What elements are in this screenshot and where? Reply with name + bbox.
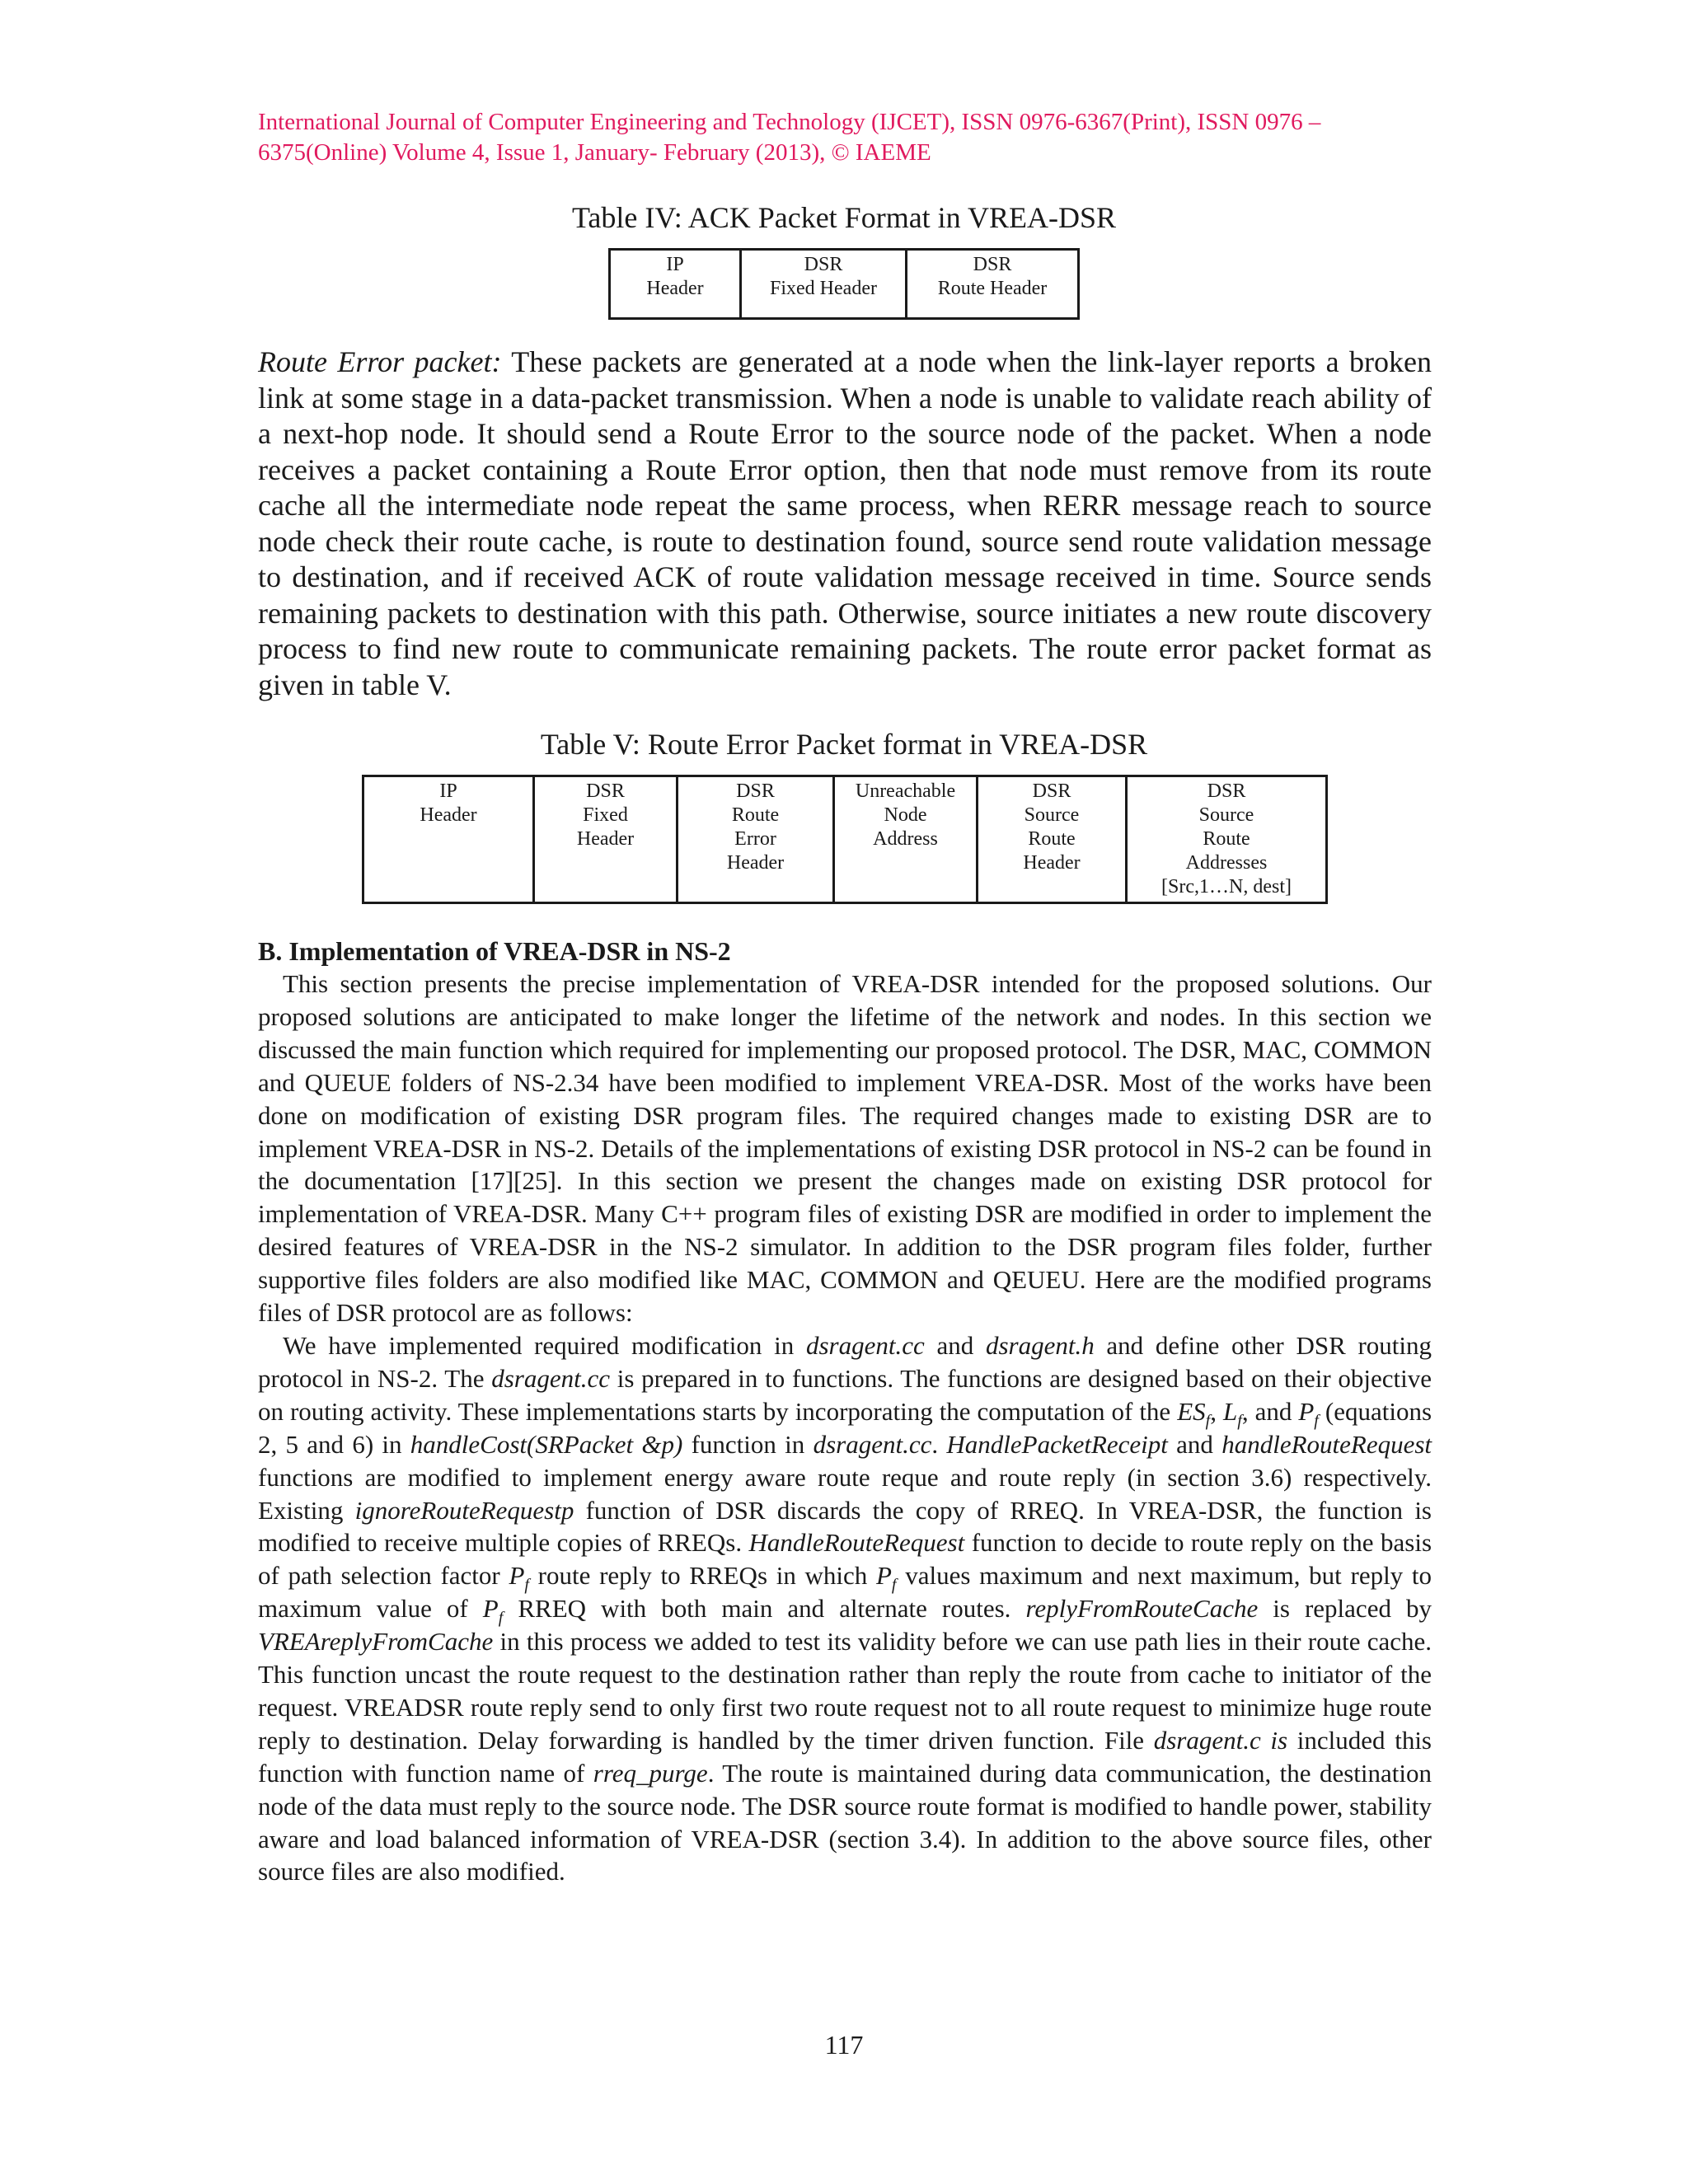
table4-caption: Table IV: ACK Packet Format in VREA-DSR [571, 201, 1117, 234]
section-b [258, 935, 1432, 1888]
table5-cell: DSR Source Route Addresses [Src,1…N, dest] [1127, 776, 1327, 903]
table5-cell: DSR Fixed Header [534, 776, 678, 903]
table4-cell: DSR Route Header [907, 250, 1079, 319]
table4-ack-packet-format [608, 248, 1080, 320]
table5-cell: DSR Source Route Header [978, 776, 1127, 903]
table4-cell: IP Header [610, 250, 741, 319]
journal-header-line1: International Journal of Computer Engineering and Technology (IJCET), ISSN 0976-6367(Print), ISSN 0976 – [258, 109, 1321, 135]
table5-caption: Table V: Route Error Packet format in VREA-DSR [540, 728, 1148, 761]
section-b-paragraph-2: We have implemented required modification in dsragent.cc and dsragent.h and define other DSR routing protocol in NS-2. The dsragent.cc is prepared in to functions. The functions are designed based on their objective on routing activity. These implementations starts by incorporating the computation of the $ES_f$, $L_f$, and $P_f$ (equations 2, 5 and 6) in handleCost(SRPacket &p) function in dsragent.cc. HandlePacketReceipt and handleRouteRequest functions are modified to implement energy aware route reque and route reply (in section 3.6) respectively. Existing ignoreRouteRequestp function of DSR discards the copy of RREQ. In VREA-DSR, the function is modified to receive multiple copies of RREQs. HandleRouteRequest function to decide to route reply on the basis of path selection factor $P_f$ route reply to RREQs in which $P_f$ values maximum and next maximum, but reply to maximum value of $P_f$ RREQ with both main and alternate routes. replyFromRouteCache is replaced by VREAreplyFromCache in this process we added to test its validity before we can use path lies in their route cache. This function uncast the route request to the destination rather than reply the route from cache to initiator of the request. VREADSR route reply send to only first two route request not to all route request to minimize huge route reply to destination. Delay forwarding is handled by the timer driven function. File dsragent.c is included this function with function name of rreq_purge. The route is maintained during data communication, the destination node of the data must reply to the source node. The DSR source route format is modified to handle power, stability aware and load balanced information of VREA-DSR (section 3.4). In addition to the above source files, other source files are also modified. [258, 1330, 1432, 1886]
section-b-title: B. Implementation of VREA-DSR in NS-2 [258, 936, 731, 966]
table5-cell: IP Header [363, 776, 534, 903]
journal-header-line2: 6375(Online) Volume 4, Issue 1, January- February (2013), © IAEME [258, 139, 931, 166]
table5-route-error-format [362, 775, 1328, 904]
section-b-paragraph-1: This section presents the precise implementation of VREA-DSR intended for the proposed solutions. Our proposed solutions are anticipated to make longer the lifetime of the network and nodes. In this section we discussed the main function which required for implementing our proposed protocol. The DSR, MAC, COMMON and QUEUE folders of NS-2.34 have been modified to implement VREA-DSR. Most of the works have been done on modification of existing DSR program files. The required changes made to existing DSR are to implement VREA-DSR in NS-2. Details of the implementations of existing DSR protocol in NS-2 can be found in the documentation [17][25]. In this section we present the changes made on existing DSR protocol for implementation of VREA-DSR. Many C++ program files of existing DSR are modified in order to implement the desired features of VREA-DSR in the NS-2 simulator. In addition to the DSR program files folder, further supportive files folders are also modified like MAC, COMMON and QEUEU. Here are the modified programs files of DSR protocol are as follows: [258, 969, 1432, 1328]
table5-cell: DSR Route Error Header [678, 776, 834, 903]
route-error-paragraph [258, 344, 1432, 703]
table4-cell: DSR Fixed Header [741, 250, 907, 319]
route-error-text: These packets are generated at a node when the link-layer reports a broken link at some stage in a data-packet transmission. When a node is unable to validate reach ability of a next-hop node. It should send a Route Error to the source node of the packet. When a node receives a packet containing a Route Error option, then that node must remove from its route cache all the intermediate node repeat the same process, when RERR message reach to source node check their route cache, is route to destination found, source send route validation message to destination, and if received ACK of route validation message received in time. Source sends remaining packets to destination with this path. Otherwise, source initiates a new route discovery process to find new route to communicate remaining packets. The route error packet format as given in table V. [258, 345, 1432, 701]
journal-header [258, 107, 1432, 168]
table5-cell: Unreachable Node Address [834, 776, 978, 903]
route-error-lead: Route Error packet: [258, 345, 502, 378]
page-number: 117 [824, 2030, 864, 2060]
